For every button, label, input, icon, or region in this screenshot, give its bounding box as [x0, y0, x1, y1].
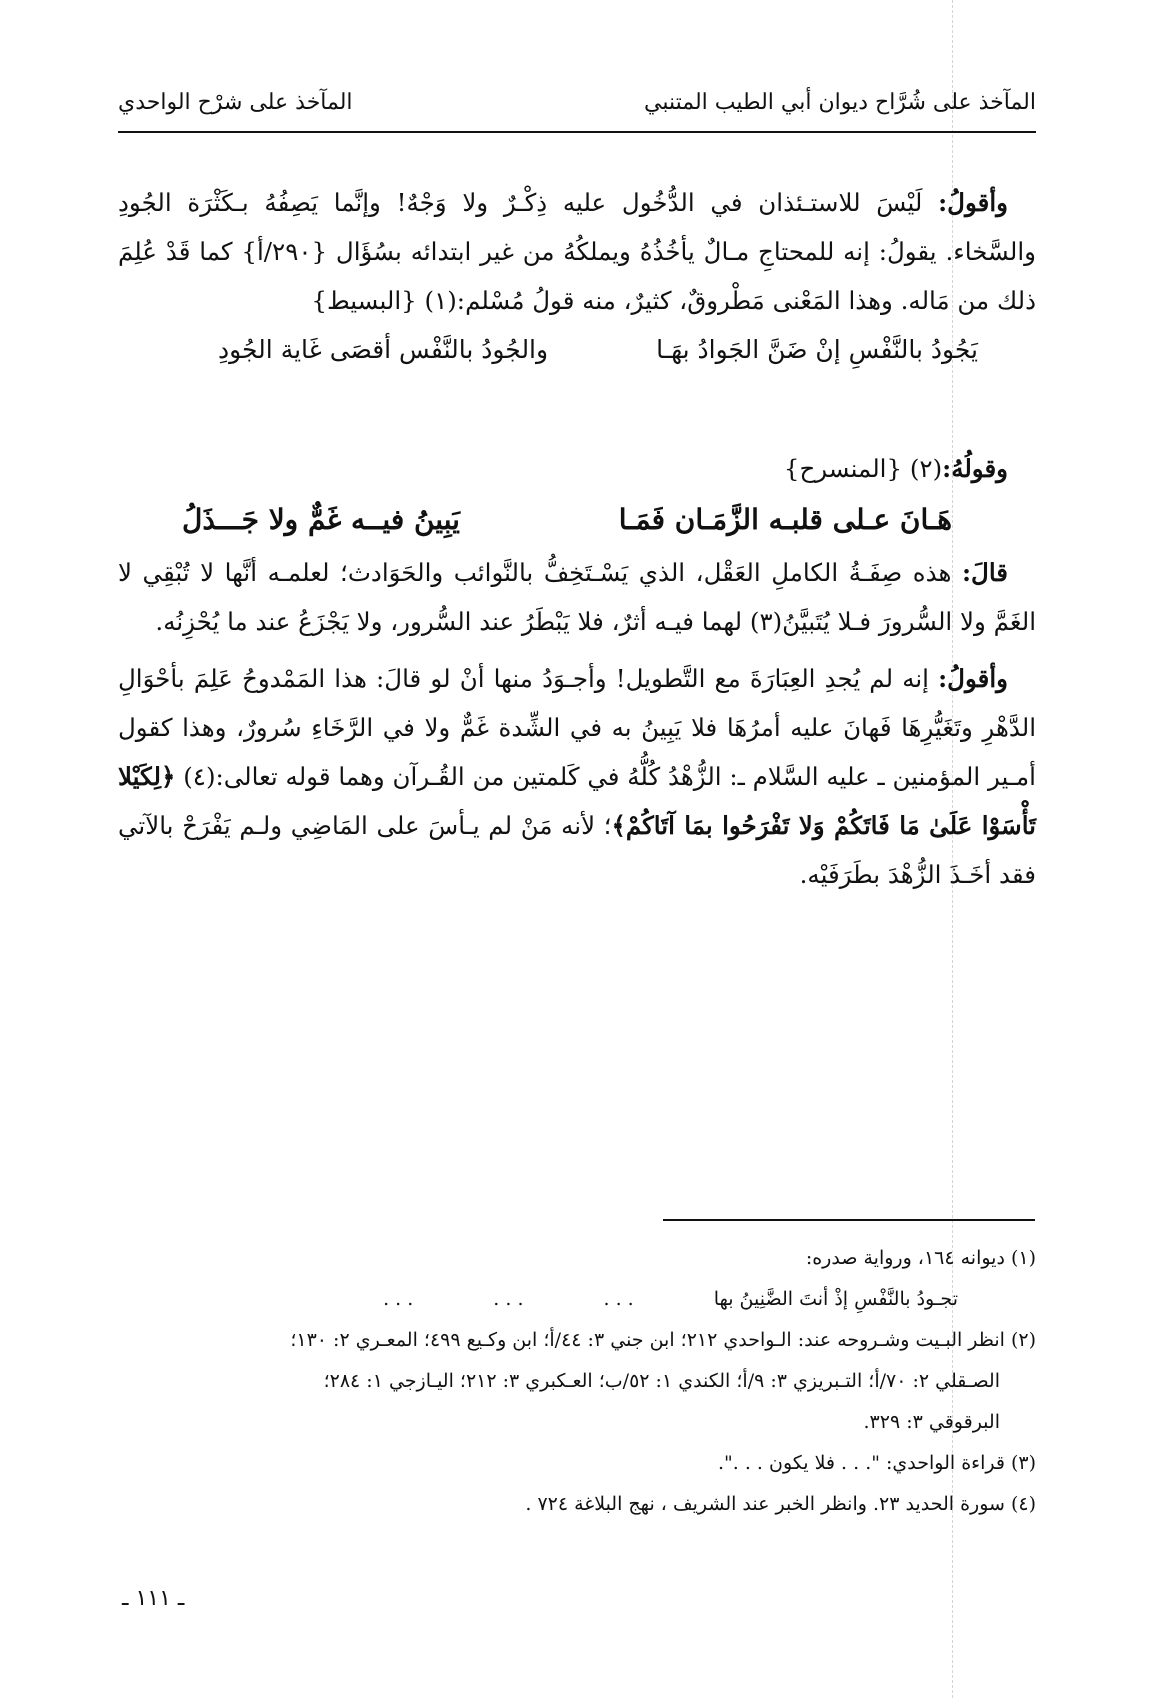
footnote-number: (٣)	[1010, 1452, 1036, 1474]
footnote-2-continued: البرقوقي ٣: ٣٢٩.	[863, 1411, 1000, 1433]
ellipsis: . . .	[493, 1288, 524, 1310]
footnote-number: (١)	[1010, 1247, 1036, 1269]
ellipsis: . . .	[603, 1288, 634, 1310]
footnote-verse-text: تجـودُ بالنَّفْسِ إذْ أنتَ الضَّنِينُ بها	[713, 1288, 958, 1310]
footnote-number: (٢)	[1010, 1329, 1036, 1351]
verse-first-hemistich: هَـانَ عـلى قلبـه الزَّمَـان فَمَـا	[618, 503, 952, 536]
verse-2	[182, 495, 952, 544]
footnote-1-verse	[118, 1279, 1036, 1320]
paragraph-4	[118, 654, 1036, 899]
paragraph-lead: وأقولُ:	[938, 188, 1008, 217]
paragraph-1	[118, 178, 1036, 325]
verse-second-hemistich: والجُودُ بالنَّفْس أقصَى غَاية الجُودِ	[218, 335, 549, 364]
verse-first-hemistich: يَجُودُ بالنَّفْسِ إنْ ضَنَّ الجَوادُ بهَـا	[656, 335, 978, 364]
paragraph-2	[118, 444, 1036, 493]
paragraph-lead: وأقولُ:	[938, 664, 1008, 693]
footnote-3	[118, 1443, 1036, 1484]
paragraph-text: (٢) {المنسرح}	[783, 454, 943, 483]
footnote-text: سورة الحديد ٢٣. وانظر الخبر عند الشريف ، نهج البلاغة ٧٢٤ .	[525, 1493, 1005, 1515]
footnote-number: (٤)	[1010, 1493, 1036, 1515]
footnote-2	[118, 1320, 1036, 1361]
footnote-rule	[663, 1219, 1035, 1221]
footnotes	[118, 1238, 1036, 1525]
paragraph-text: لَيْسَ للاستـئذان في الدُّخُول عليه ذِكْـرٌ ولا وَجْهٌ! وإنَّما يَصِفُهُ بـكَثْرَة الجُودِ والسَّخاء. يقولُ: إنه للمحتاجِ مـالٌ يأخُذُهُ ويملكُهُ من غير ابتدائه بسُؤَال {٢٩٠/أ} كما قَدْ عُلِمَ ذلك من مَاله. وهذا المَعْنى مَطْروقٌ، كثيرٌ، منه قولُ مُسْلم:(١) {البسيط}	[118, 188, 1036, 315]
header-section-title: المآخذ على شرْح الواحدي	[118, 90, 353, 115]
footnote-text: انظر البـيت وشـروحه عند: الـواحدي ٢١٢؛ ابن جني ٣: ٤٤/أ؛ ابن وكـيع ٤٩٩؛ المعـري ٢: ١٣٠؛	[290, 1329, 1005, 1351]
footnote-text: قراءة الواحدي: ". . . فلا يكون . . .".	[717, 1452, 1005, 1474]
footnote-text: ديوانه ١٦٤، ورواية صدره:	[805, 1247, 1005, 1269]
header-rule	[118, 131, 1036, 133]
verse-1	[218, 325, 978, 374]
footnote-2-continued: الصـقلي ٢: ٧٠/أ؛ التـبريزي ٣: ٩/أ؛ الكندي ١: ٥٢/ب؛ العـكبري ٣: ٢١٢؛ اليـازجي ١: ٢٨٤؛	[323, 1370, 1000, 1392]
paragraph-lead: قالَ:	[961, 558, 1008, 587]
ellipsis: . . .	[383, 1288, 414, 1310]
verse-second-hemistich: يَبِينُ فيــه غَمٌّ ولا جَـــذَلُ	[182, 503, 460, 536]
quran-quote: ﴿لِكَيْلا تَأْسَوْا عَلَىٰ مَا فَاتَكُمْ وَلا تَفْرَحُوا بمَا آتَاكُمْ﴾	[118, 762, 1036, 840]
header-book-title: المآخذ على شُرَّاح ديوان أبي الطيب المتنبي	[644, 90, 1036, 115]
paragraph-lead: وقولُهُ:	[942, 454, 1008, 483]
paragraph-3	[118, 548, 1036, 646]
footnote-4	[118, 1484, 1036, 1525]
paragraph-text: إنه لم يُجدِ العِبَارَةَ مع التَّطويل! وأجـوَدُ منها أنْ لو قالَ: هذا المَمْدوحُ عَلِمَ بأحْوَالِ الدَّهْرِ وتَغَيُّرِهَا فَهانَ عليه أمرُهَا فلا يَبِينُ به في الشِّدة غَمٌّ ولا في الرَّخَاءِ سُرورٌ، وهذا كقول أمـير المؤمنين ـ عليه السَّلام ـ: الزُّهْدُ كُلُّهُ في كَلمتين من القُـرآن وهما قوله تعالى:(٤)	[118, 664, 1036, 791]
footnote-1	[118, 1238, 1036, 1279]
page-number: ـ ١١١ ـ	[122, 1586, 185, 1611]
paragraph-tail: ؛ لأنه مَنْ لم يـأسَ على المَاضِي ولـم يَفْرَحْ بالآتي فقد أخَـذَ الزُّهْدَ بطَرَفَيْه.	[118, 811, 1036, 889]
paragraph-text: هذه صِفَـةُ الكاملِ العَقْل، الذي يَسْـتَخِفُّ بالنَّوائب والحَوَادث؛ لعلمـه أنَّها لا تُبْقِي لا الغَمَّ ولا السُّرورَ فـلا يُتَبيَّنُ(٣) لهما فيـه أثرٌ، فلا يَبْطَرُ عند السُّرور، ولا يَجْزَعُ عند ما يُحْزِنُه.	[118, 558, 1036, 636]
main-text	[118, 178, 1036, 899]
running-header	[118, 88, 1036, 128]
spacer	[118, 374, 1036, 444]
